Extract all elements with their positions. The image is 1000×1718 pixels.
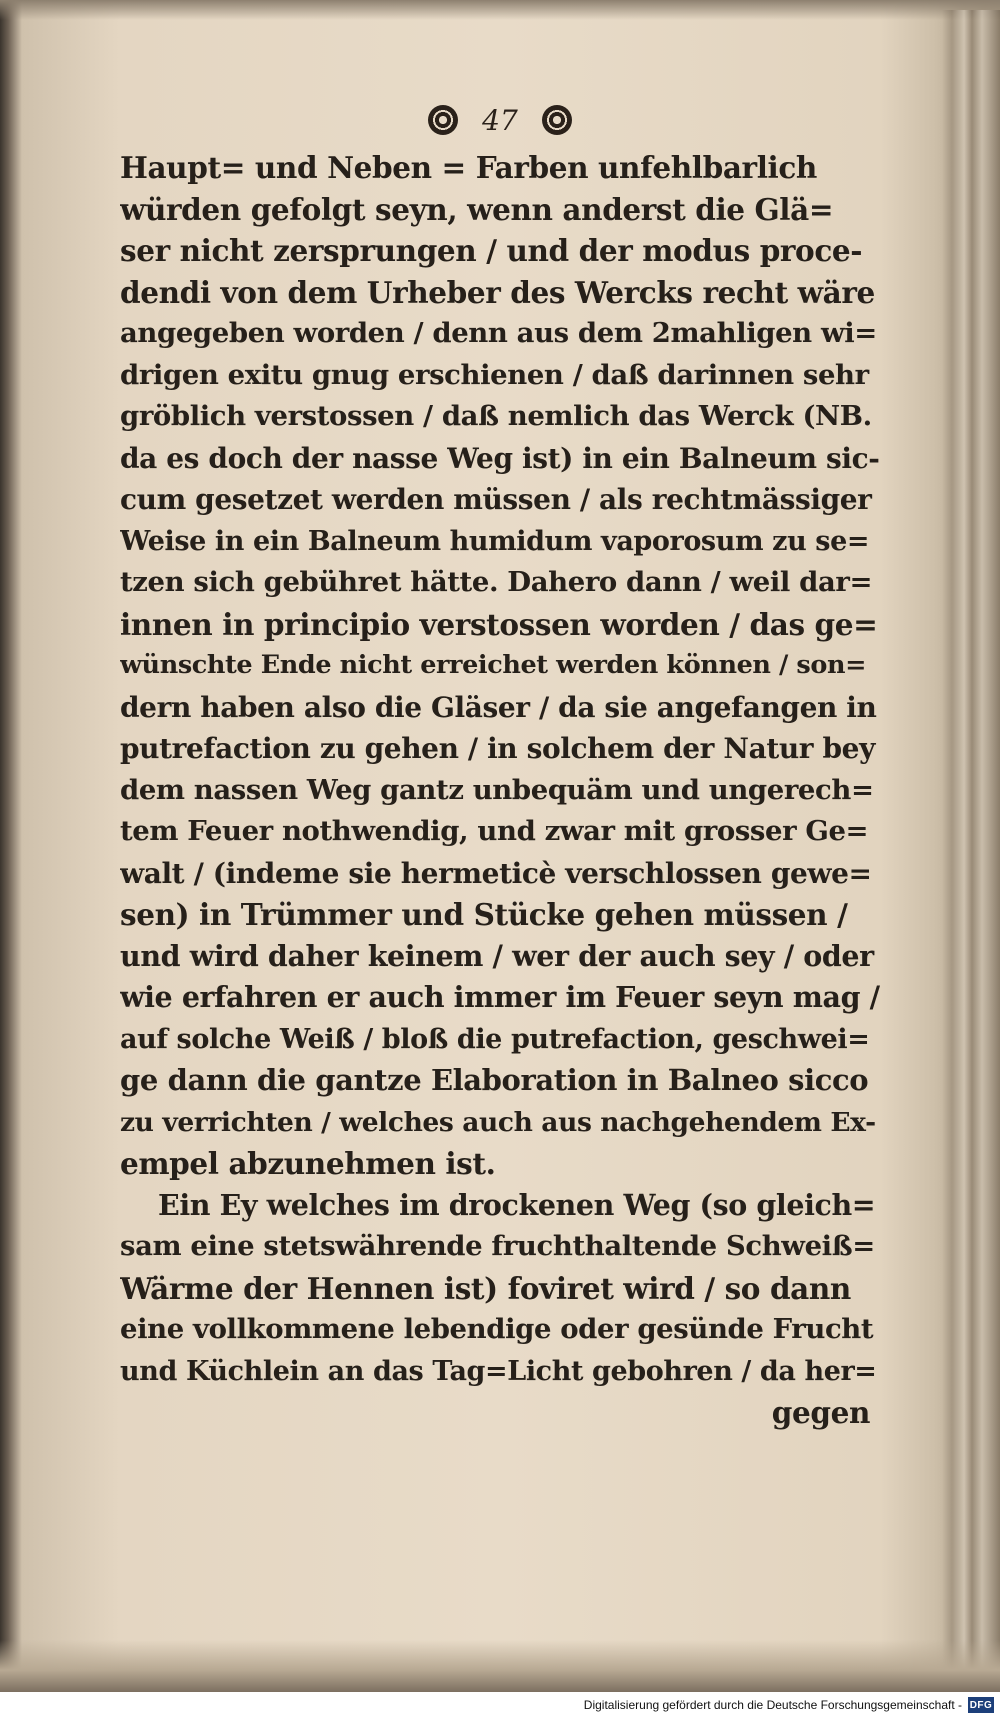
text-line: dendi von dem Urheber des Wercks recht wäre [120,274,875,310]
text-line: dern haben also die Gläser / da sie angefangen in [120,690,877,724]
text-line: und wird daher keinem / wer der auch sey / oder [120,938,874,973]
page-header [120,95,880,145]
text-line: zu verrichten / welches auch aus nachgehendem Ex- [120,1106,876,1138]
text-line: putrefaction zu gehen / in solchem der Natur bey [120,732,875,765]
text-line-paragraph-start: Ein Ey welches im drockenen Weg (so gleich= [158,1187,876,1222]
text-line: ge dann die gantze Elaboration in Balneo sicco [120,1063,869,1097]
text-line: gröblich verstossen / daß nemlich das Werck (NB. [120,400,872,432]
text-line: angegeben worden / denn aus dem 2mahligen wi= [120,317,877,349]
text-line: eine vollkommene lebendige oder gesünde Frucht [120,1313,874,1345]
text-line: ser nicht zersprungen / und der modus proce- [120,233,863,268]
page-content [120,95,880,1434]
text-line: würden gefolgt seyn, wenn anderst die Glä= [120,191,834,227]
digitization-footer [0,1692,1000,1718]
text-line: tzen sich gebühret hätte. Dahero dann / weil dar= [120,566,873,598]
body-text [120,147,880,1434]
text-line: Wärme der Hennen ist) foviret wird / so dann [120,1270,851,1306]
text-line: innen in principio verstossen worden / das ge= [120,606,878,642]
text-line: drigen exitu gnug erschienen / daß darinnen sehr [120,358,869,391]
text-line: da es doch der nasse Weg ist) in ein Balneum sic- [120,441,880,475]
catchword: gegen [771,1395,870,1430]
text-line: empel abzunehmen ist. [120,1146,496,1181]
text-line: tem Feuer nothwendig, und zwar mit grosser Ge= [120,815,869,847]
page-top-shadow [0,0,1000,20]
left-ornament-icon [428,105,458,135]
funding-credit: Digitalisierung gefördert durch die Deutsche Forschungsgemeinschaft - [583,1698,962,1712]
page-number: 47 [482,103,518,137]
page-bottom-edge [0,1640,1000,1692]
text-line: auf solche Weiß / bloß die putrefaction, geschwei= [120,1023,870,1055]
text-line: walt / (indeme sie hermeticè verschlossen gewe= [120,856,872,890]
text-line: wünschte Ende nicht erreichet werden können / son= [120,650,867,680]
dfg-logo: DFG [968,1697,994,1713]
text-line: cum gesetzet werden müssen / als rechtmässiger [120,483,872,516]
page-edge [942,10,1000,1698]
right-ornament-icon [542,105,572,135]
text-line: und Küchlein an das Tag=Licht gebohren / da her= [120,1355,877,1387]
text-line: dem nassen Weg gantz unbequäm und ungerech= [120,773,874,806]
text-line: Weise in ein Balneum humidum vaporosum zu se= [120,525,870,557]
text-line: sen) in Trümmer und Stücke gehen müssen / [120,897,848,932]
text-line: Haupt= und Neben = Farben unfehlbarlich [120,150,817,185]
text-line: wie erfahren er auch immer im Feuer seyn mag / [120,980,880,1014]
text-line: sam eine stetswährende fruchthaltende Schweiß= [120,1230,875,1262]
